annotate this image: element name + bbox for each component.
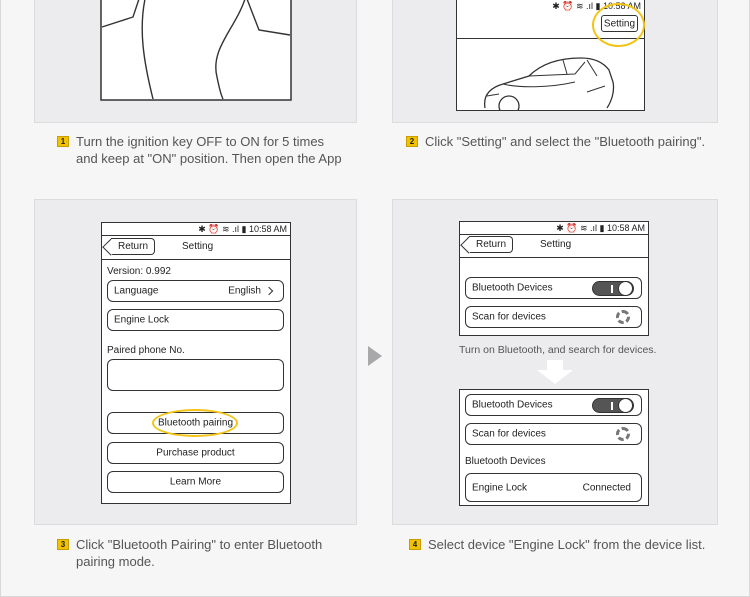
return-label: Return xyxy=(476,239,507,250)
learn-more-label: Learn More xyxy=(169,476,222,488)
step1-caption-line1: Turn the ignition key OFF to ON for 5 times xyxy=(76,134,325,149)
play-arrow-icon xyxy=(368,346,382,366)
bluetooth-devices-row[interactable] xyxy=(465,277,642,299)
paired-phone-field[interactable] xyxy=(107,359,284,391)
bluetooth-devices-label-2: Bluetooth Devices xyxy=(472,399,553,411)
device-status: Connected xyxy=(582,482,631,493)
return-button[interactable] xyxy=(111,238,155,255)
toggle-knob xyxy=(618,398,633,413)
down-arrow-icon xyxy=(537,360,573,384)
setting-button-label: Setting xyxy=(603,18,636,29)
toggle-icon xyxy=(611,402,613,410)
device-name: Engine Lock xyxy=(472,482,528,493)
status-bar xyxy=(460,222,648,235)
language-label: Language xyxy=(114,285,159,297)
bluetooth-devices-row-2[interactable] xyxy=(465,394,642,416)
device-engine-lock-row[interactable] xyxy=(465,473,642,502)
language-value: English xyxy=(228,285,261,297)
highlight-ellipse xyxy=(152,409,238,437)
refresh-icon[interactable] xyxy=(616,427,630,441)
engine-lock-row[interactable] xyxy=(107,309,284,331)
step2-badge: 2 xyxy=(406,136,418,147)
step4-badge: 4 xyxy=(409,539,421,550)
toggle-knob xyxy=(618,281,633,296)
scan-devices-row[interactable] xyxy=(465,306,642,328)
learn-more-button[interactable] xyxy=(107,471,284,493)
scan-devices-label: Scan for devices xyxy=(472,311,546,323)
status-icons: ✱ ⏰ ≋ .ıl ▮ xyxy=(552,1,601,11)
status-bar xyxy=(102,223,290,236)
engine-lock-label: Engine Lock xyxy=(114,314,170,326)
status-icons: ✱ ⏰ ≋ .ıl ▮ xyxy=(198,224,247,234)
step4-panel xyxy=(392,199,718,525)
phone-bluetooth-screen-bottom xyxy=(459,389,649,506)
status-time: 10:58 AM xyxy=(606,223,645,233)
step2-caption: Click "Setting" and select the "Bluetooth pairing". xyxy=(425,134,706,149)
step3-caption-line1: Click "Bluetooth Pairing" to enter Bluetooth xyxy=(76,537,323,552)
header-divider xyxy=(102,259,290,260)
highlight-circle xyxy=(592,3,645,47)
step2-panel xyxy=(392,0,718,123)
bluetooth-devices-label: Bluetooth Devices xyxy=(472,282,553,294)
header-divider xyxy=(460,257,648,258)
bluetooth-pairing-label: Bluetooth pairing xyxy=(157,417,234,429)
refresh-icon[interactable] xyxy=(616,310,630,324)
ignition-key-illustration xyxy=(35,0,358,124)
device-list-header: Bluetooth Devices xyxy=(465,456,546,467)
step3-caption-line2: pairing mode. xyxy=(76,554,155,569)
step3-badge: 3 xyxy=(57,539,69,550)
phone-settings-screen xyxy=(101,222,291,504)
language-row[interactable] xyxy=(107,280,284,302)
scan-devices-row-2[interactable] xyxy=(465,423,642,445)
step1-panel xyxy=(34,0,357,123)
step3-panel xyxy=(34,199,357,525)
chevron-right-icon xyxy=(265,287,273,295)
step1-caption-line2: and keep at "ON" position. Then open the App xyxy=(76,151,342,166)
bluetooth-toggle-2[interactable] xyxy=(592,398,634,413)
return-button[interactable] xyxy=(469,236,513,253)
bluetooth-toggle[interactable] xyxy=(592,281,634,296)
version-text: Version: 0.992 xyxy=(107,266,171,277)
paired-phone-label: Paired phone No. xyxy=(107,345,185,356)
step1-badge: 1 xyxy=(57,136,69,147)
toggle-icon xyxy=(611,285,613,293)
status-time: 10:58 AM xyxy=(602,1,641,11)
scan-devices-label-2: Scan for devices xyxy=(472,428,546,440)
screen-title: Setting xyxy=(182,241,214,252)
car-illustration xyxy=(479,52,619,110)
phone-screen-home xyxy=(456,0,645,111)
return-label: Return xyxy=(118,241,149,252)
step4-caption: Select device "Engine Lock" from the device list. xyxy=(428,537,706,552)
status-time: 10:58 AM xyxy=(248,224,287,234)
purchase-product-button[interactable] xyxy=(107,442,284,464)
phone-bluetooth-screen-top xyxy=(459,221,649,336)
instruction-text: Turn on Bluetooth, and search for devices. xyxy=(459,344,657,356)
purchase-product-label: Purchase product xyxy=(156,447,235,459)
screen-title: Setting xyxy=(540,239,572,250)
status-icons: ✱ ⏰ ≋ .ıl ▮ xyxy=(556,223,605,233)
